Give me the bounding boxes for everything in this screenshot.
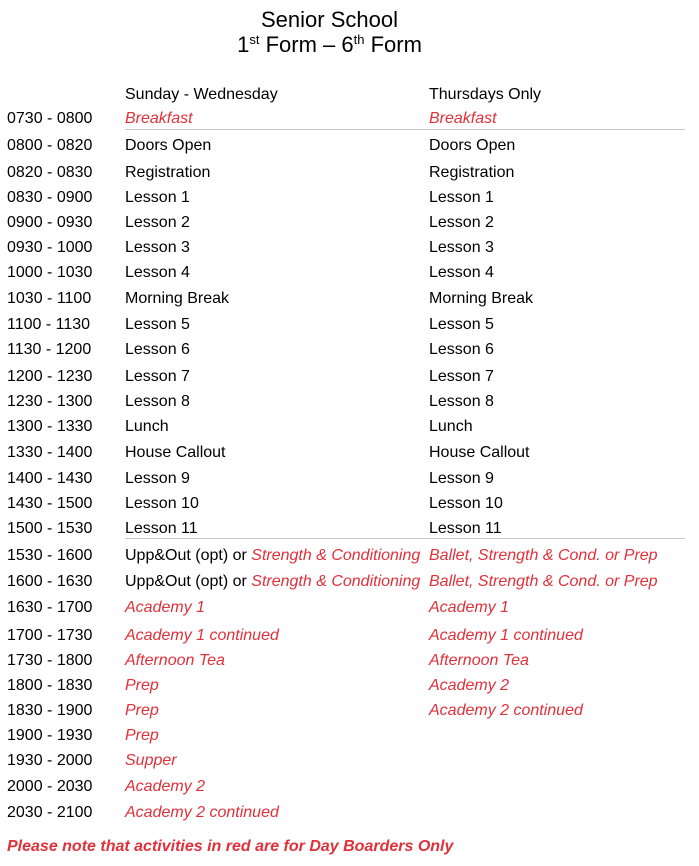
timetable-row xyxy=(0,368,699,390)
activity-sunday-wednesday xyxy=(125,702,159,720)
activity-text: Lesson 4 xyxy=(125,264,190,281)
activity-sunday-wednesday xyxy=(125,316,190,334)
activity-text: Academy 1 continued xyxy=(125,627,279,644)
activity-thursday: Breakfast xyxy=(429,110,497,127)
activity-sunday-wednesday xyxy=(125,599,205,617)
activity-thursday: Doors Open xyxy=(429,137,516,154)
activity-text: Doors Open xyxy=(125,137,212,154)
activity-thursday: Lesson 11 xyxy=(429,520,502,537)
time-slot: 1700 - 1730 xyxy=(7,627,93,644)
timetable-row xyxy=(0,804,699,826)
timetable-row xyxy=(0,677,699,699)
activity-text: Academy 1 xyxy=(125,599,206,616)
activity-sunday-wednesday xyxy=(125,418,169,436)
activity-thursday: Ballet, Strength & Cond. or Prep xyxy=(429,547,658,564)
column-header-sunday-wednesday: Sunday - Wednesday xyxy=(125,86,278,103)
activity-sunday-wednesday xyxy=(125,727,159,745)
divider-after-lessons xyxy=(125,538,685,539)
activity-sunday-wednesday xyxy=(125,573,420,591)
activity-sunday-wednesday xyxy=(125,804,279,822)
timetable-row xyxy=(0,137,699,159)
activity-thursday: Academy 1 continued xyxy=(429,627,583,644)
form-end-text: Form xyxy=(364,32,422,57)
activity-sunday-wednesday xyxy=(125,470,190,488)
activity-day-boarder-option: Strength & Conditioning xyxy=(251,573,421,590)
activity-thursday: Academy 2 xyxy=(429,677,510,694)
time-slot: 1430 - 1500 xyxy=(7,495,93,512)
footer-note: Please note that activities in red are for Day Boarders Only xyxy=(7,838,454,855)
page-subtitle xyxy=(0,33,659,60)
timetable-row xyxy=(0,778,699,800)
timetable-row xyxy=(0,727,699,749)
activity-thursday: Lesson 3 xyxy=(429,239,494,256)
time-slot: 1630 - 1700 xyxy=(7,599,93,616)
divider-top xyxy=(125,129,685,130)
activity-sunday-wednesday xyxy=(125,495,199,513)
activity-thursday: Lesson 10 xyxy=(429,495,503,512)
activity-thursday: Lesson 6 xyxy=(429,341,494,358)
activity-text: Lesson 8 xyxy=(125,393,190,410)
time-slot: 0830 - 0900 xyxy=(7,189,93,206)
activity-sunday-wednesday xyxy=(125,444,226,462)
time-slot: 1730 - 1800 xyxy=(7,652,93,669)
activity-thursday: House Callout xyxy=(429,444,530,461)
activity-thursday: Lesson 2 xyxy=(429,214,494,231)
activity-sunday-wednesday xyxy=(125,752,177,770)
activity-sunday-wednesday xyxy=(125,214,190,232)
time-slot: 1330 - 1400 xyxy=(7,444,93,461)
activity-thursday: Registration xyxy=(429,164,515,181)
activity-text: Lesson 3 xyxy=(125,239,190,256)
activity-sunday-wednesday xyxy=(125,110,193,128)
activity-text: Afternoon Tea xyxy=(125,652,225,669)
timetable-row xyxy=(0,164,699,186)
time-slot: 1030 - 1100 xyxy=(7,290,92,307)
activity-text: Supper xyxy=(125,752,177,769)
activity-thursday: Lesson 4 xyxy=(429,264,494,281)
activity-text: Lesson 9 xyxy=(125,470,190,487)
activity-text: Lesson 10 xyxy=(125,495,199,512)
activity-sunday-wednesday xyxy=(125,627,279,645)
timetable-row xyxy=(0,418,699,440)
timetable-row xyxy=(0,599,699,621)
activity-thursday: Lesson 9 xyxy=(429,470,494,487)
activity-text: Lesson 1 xyxy=(125,189,190,206)
time-slot: 1000 - 1030 xyxy=(7,264,93,281)
activity-thursday: Lunch xyxy=(429,418,473,435)
form-range-text: Form – 6 xyxy=(259,32,354,57)
activity-text: Academy 2 xyxy=(125,778,206,795)
activity-text: Breakfast xyxy=(125,110,193,127)
activity-text: Morning Break xyxy=(125,290,230,307)
timetable-row xyxy=(0,702,699,724)
activity-text: Academy 2 continued xyxy=(125,804,279,821)
activity-sunday-wednesday xyxy=(125,520,198,538)
time-slot: 1200 - 1230 xyxy=(7,368,93,385)
time-slot: 1230 - 1300 xyxy=(7,393,93,410)
activity-text: Registration xyxy=(125,164,211,181)
activity-thursday: Academy 1 xyxy=(429,599,510,616)
activity-sunday-wednesday xyxy=(125,368,190,386)
activity-sunday-wednesday xyxy=(125,677,159,695)
timetable-row xyxy=(0,290,699,312)
time-slot: 1800 - 1830 xyxy=(7,677,93,694)
time-slot: 1300 - 1330 xyxy=(7,418,93,435)
activity-text: Lesson 5 xyxy=(125,316,190,333)
timetable-row xyxy=(0,189,699,211)
activity-text: House Callout xyxy=(125,444,226,461)
activity-text: Lesson 7 xyxy=(125,368,190,385)
time-slot: 1930 - 2000 xyxy=(7,752,93,769)
activity-sunday-wednesday xyxy=(125,547,420,565)
time-slot: 1600 - 1630 xyxy=(7,573,93,590)
activity-thursday: Ballet, Strength & Cond. or Prep xyxy=(429,573,658,590)
activity-text: Lunch xyxy=(125,418,169,435)
activity-sunday-wednesday xyxy=(125,239,190,257)
time-slot: 1400 - 1430 xyxy=(7,470,93,487)
time-slot: 0820 - 0830 xyxy=(7,164,93,181)
timetable-row xyxy=(0,264,699,286)
activity-sunday-wednesday xyxy=(125,189,190,207)
time-slot: 0800 - 0820 xyxy=(7,137,93,154)
time-slot: 1530 - 1600 xyxy=(7,547,93,564)
activity-text: Prep xyxy=(125,727,159,744)
timetable-row xyxy=(0,652,699,674)
activity-text: Lesson 2 xyxy=(125,214,190,231)
time-slot: 2000 - 2030 xyxy=(7,778,93,795)
activity-sunday-wednesday xyxy=(125,290,229,308)
page-title: Senior School xyxy=(261,7,398,32)
timetable-row xyxy=(0,239,699,261)
activity-thursday: Afternoon Tea xyxy=(429,652,529,669)
time-slot: 1100 - 1130 xyxy=(7,316,91,333)
activity-sunday-wednesday xyxy=(125,264,190,282)
form-start-number: 1 xyxy=(237,32,250,57)
activity-text: Lesson 11 xyxy=(125,520,198,537)
timetable-row xyxy=(0,393,699,415)
activity-sunday-wednesday xyxy=(125,341,190,359)
activity-day-boarder-option: Strength & Conditioning xyxy=(251,547,421,564)
column-header-thursdays: Thursdays Only xyxy=(429,86,542,103)
timetable-row xyxy=(0,214,699,236)
time-slot: 0900 - 0930 xyxy=(7,214,93,231)
activity-thursday: Lesson 1 xyxy=(429,189,494,206)
timetable-row xyxy=(0,341,699,363)
activity-thursday: Lesson 5 xyxy=(429,316,494,333)
form-start-ordinal: st xyxy=(249,32,260,47)
activity-sunday-wednesday xyxy=(125,164,210,182)
timetable-row xyxy=(0,752,699,774)
activity-thursday: Lesson 8 xyxy=(429,393,494,410)
activity-thursday: Morning Break xyxy=(429,290,534,307)
timetable-row xyxy=(0,470,699,492)
time-slot: 0930 - 1000 xyxy=(7,239,93,256)
activity-sunday-wednesday xyxy=(125,778,205,796)
activity-sunday-wednesday xyxy=(125,393,190,411)
time-slot: 2030 - 2100 xyxy=(7,804,93,821)
activity-text: Prep xyxy=(125,677,159,694)
time-slot: 0730 - 0800 xyxy=(7,110,93,127)
activity-text: Lesson 6 xyxy=(125,341,190,358)
activity-text: Upp&Out (opt) or xyxy=(125,547,252,564)
activity-thursday: Lesson 7 xyxy=(429,368,494,385)
activity-sunday-wednesday xyxy=(125,137,211,155)
timetable-row xyxy=(0,495,699,517)
activity-thursday: Academy 2 continued xyxy=(429,702,583,719)
timetable-row xyxy=(0,316,699,338)
timetable-row xyxy=(0,547,699,569)
activity-text: Upp&Out (opt) or xyxy=(125,573,252,590)
time-slot: 1130 - 1200 xyxy=(7,341,92,358)
timetable-row xyxy=(0,573,699,595)
activity-sunday-wednesday xyxy=(125,652,225,670)
timetable-row xyxy=(0,444,699,466)
form-end-ordinal: th xyxy=(353,32,365,47)
time-slot: 1900 - 1930 xyxy=(7,727,93,744)
time-slot: 1500 - 1530 xyxy=(7,520,93,537)
activity-text: Prep xyxy=(125,702,159,719)
timetable-row xyxy=(0,627,699,649)
time-slot: 1830 - 1900 xyxy=(7,702,93,719)
